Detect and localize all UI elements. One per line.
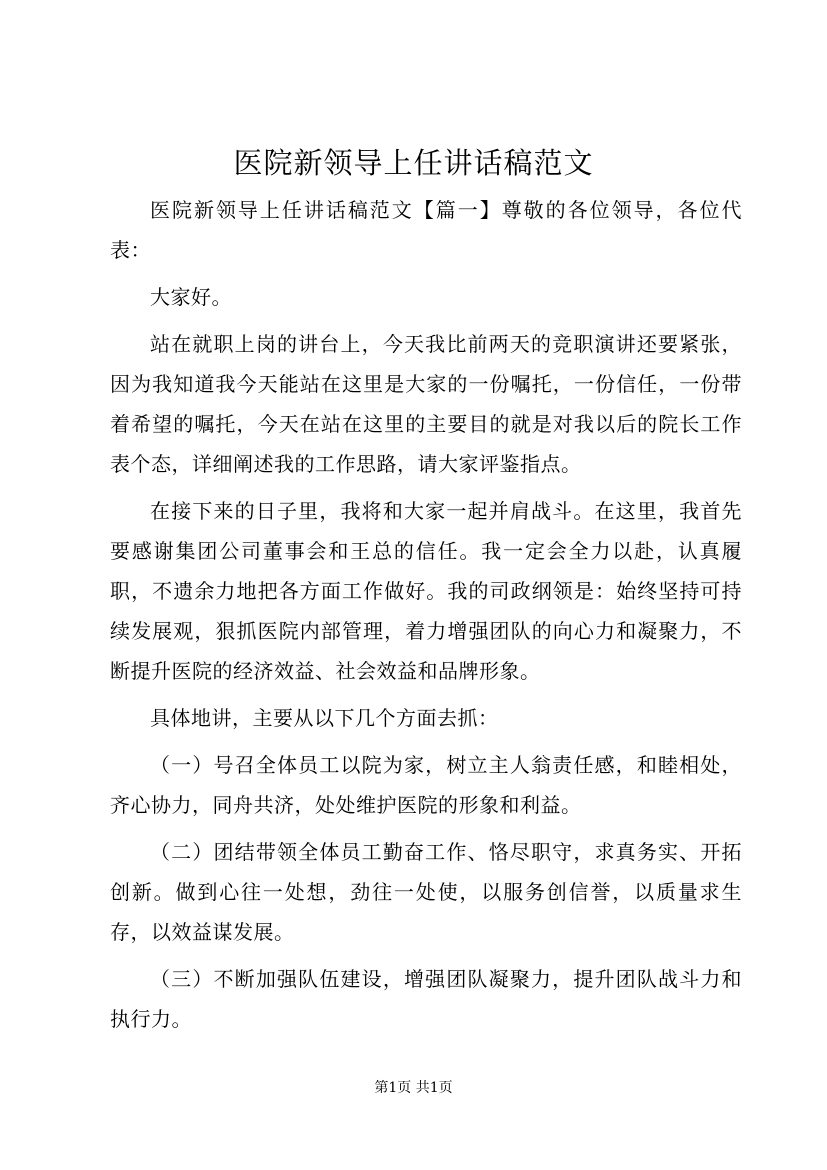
paragraph: 大家好。: [150, 285, 232, 309]
page-footer: 第1页 共1页: [374, 1080, 453, 1096]
paragraph: （二）团结带领全体员工勤奋工作、恪尽职守，求真务实、开拓创新。做到心往一处想，劲往一处使，以服务创信誉，以质量求生存，以效益谋发展。: [110, 840, 742, 944]
paragraph: （一）号召全体员工以院为家，树立主人翁责任感，和睦相处，齐心协力，同舟共济，处处维护医院的形象和利益。: [110, 753, 742, 817]
paragraph: （三）不断加强队伍建设，增强团队凝聚力，提升团队战斗力和执行力。: [110, 967, 742, 1031]
paragraph: 医院新领导上任讲话稿范文【篇一】尊敬的各位领导，各位代表：: [110, 198, 742, 262]
document-title: 医院新领导上任讲话稿范文: [233, 146, 594, 180]
paragraph: 站在就职上岗的讲台上，今天我比前两天的竞职演讲还要紧张，因为我知道我今天能站在这里是大家的一份嘱托，一份信任，一份带着希望的嘱托，今天在站在这里的主要目的就是对我以后的院长工作表个态，详细阐述我的工作思路，请大家评鉴指点。: [110, 332, 742, 476]
paragraph: 具体地讲，主要从以下几个方面去抓：: [150, 706, 499, 730]
paragraph: 在接下来的日子里，我将和大家一起并肩战斗。在这里，我首先要感谢集团公司董事会和王总的信任。我一定会全力以赴，认真履职，不遗余力地把各方面工作做好。我的司政纲领是：始终坚持可持续发展观，狠抓医院内部管理，着力增强团队的向心力和凝聚力，不断提升医院的经济效益、社会效益和品牌形象。: [110, 499, 742, 683]
document-body: [110, 190, 742, 1046]
